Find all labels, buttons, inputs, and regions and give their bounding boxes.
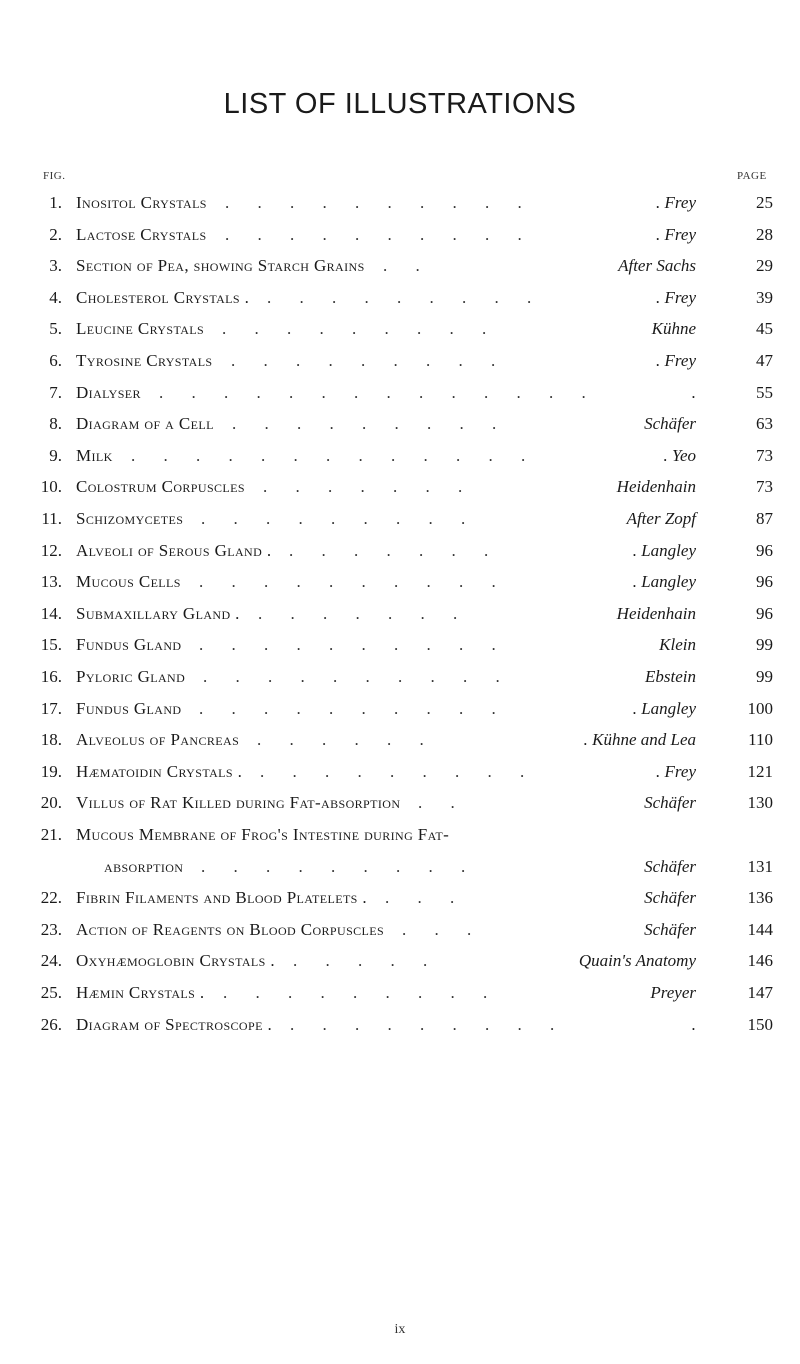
figure-source: . Frey — [656, 193, 696, 212]
dot-leader: . . . . . . . . . — [201, 509, 478, 528]
figure-number: 19. — [40, 761, 62, 781]
figure-number: 22. — [40, 888, 62, 908]
figure-source: Preyer — [650, 983, 696, 1002]
list-item — [0, 409, 800, 439]
page-number: 130 — [747, 793, 773, 813]
figure-source: . Langley — [632, 540, 696, 560]
page-number: 29 — [756, 256, 773, 276]
page-number: 136 — [747, 888, 773, 908]
dot-leader: . . . . . . . . . . — [203, 667, 512, 686]
page-number: 121 — [747, 761, 773, 781]
list-item — [0, 504, 800, 534]
dot-leader: . . . . . . . . . — [260, 761, 537, 781]
list-item — [0, 725, 800, 755]
figure-number: 10. — [40, 477, 62, 497]
page-number: 73 — [756, 445, 773, 465]
figure-number: 14. — [40, 603, 62, 623]
figure-title: Villus of Rat Killed during Fat-absorption — [76, 793, 401, 813]
figure-number: 25. — [40, 983, 62, 1002]
figure-source: . Kühne and Lea — [583, 730, 696, 750]
list-item — [0, 694, 800, 724]
page-number: 146 — [747, 951, 773, 971]
list-item — [0, 378, 800, 408]
dot-leader: . . — [418, 793, 467, 813]
figure-number: 17. — [40, 698, 62, 718]
dot-leader: . . . . . . . . . — [232, 414, 509, 434]
figure-title: Dialyser — [76, 382, 141, 402]
figure-title: Alveoli of Serous Gland . — [76, 540, 272, 560]
figure-title: Mucous Cells — [76, 572, 181, 592]
dot-leader: . . . . . . . . . . . . . . — [159, 382, 598, 402]
list-item — [0, 630, 800, 660]
dot-leader: . . . . . . . . . . . . . — [131, 445, 538, 465]
page-number: 87 — [756, 509, 773, 528]
figure-number: 8. — [49, 414, 62, 434]
figure-title: Diagram of a Cell — [76, 414, 214, 434]
figure-title: Leucine Crystals — [76, 319, 205, 339]
dot-leader: . . . . . . . . . — [267, 287, 544, 307]
figure-source: . — [691, 1014, 696, 1034]
figure-title: Oxyhæmoglobin Crystals . — [76, 951, 276, 971]
figure-number: 18. — [40, 730, 62, 750]
list-item — [0, 472, 800, 502]
page-number: 47 — [756, 351, 773, 370]
list-item — [0, 188, 800, 218]
figure-title: Tyrosine Crystals — [76, 351, 213, 370]
figure-number: 26. — [40, 1014, 62, 1034]
page-number: 99 — [756, 635, 773, 655]
page-column-heading: PAGE — [737, 170, 767, 182]
figure-title: Colostrum Corpuscles — [76, 477, 245, 497]
page-number: 28 — [756, 224, 773, 244]
page-number: 63 — [756, 414, 773, 434]
figure-number: 20. — [40, 793, 62, 813]
figure-source: Schäfer — [644, 888, 696, 908]
dot-leader: . . . . . . . — [263, 477, 475, 497]
figure-title: Diagram of Spectroscope . — [76, 1014, 273, 1034]
dot-leader: . . . . . . . . . . — [199, 635, 508, 655]
list-item — [0, 220, 800, 250]
figure-number: 1. — [49, 193, 62, 212]
figure-source: . Langley — [632, 698, 696, 718]
dot-leader: . . . . . . . . . . — [199, 698, 508, 718]
figure-source: Ebstein — [645, 667, 696, 686]
dot-leader: . . . — [385, 888, 467, 908]
list-item — [0, 314, 800, 344]
figure-title: absorption — [104, 856, 184, 876]
figure-number: 11. — [41, 509, 62, 528]
figure-source: . — [691, 382, 696, 402]
figure-source: . Frey — [656, 287, 696, 307]
figure-number: 6. — [49, 351, 62, 370]
dot-leader: . . . . . . . . . — [201, 856, 478, 876]
list-item — [0, 820, 800, 850]
figure-number: 7. — [49, 382, 62, 402]
figure-title: Cholesterol Crystals . — [76, 287, 250, 307]
figure-title: Submaxillary Gland . — [76, 603, 240, 623]
list-item — [0, 662, 800, 692]
figure-title: Action of Reagents on Blood Corpuscles — [76, 919, 385, 939]
figure-number: 24. — [40, 951, 62, 971]
dot-leader: . . . . . . . . . . — [225, 224, 534, 244]
page-folio: ix — [394, 1322, 406, 1337]
page-title: LIST OF ILLUSTRATIONS — [223, 88, 577, 120]
page-number: 99 — [756, 667, 773, 686]
figure-number: 2. — [49, 224, 62, 244]
figure-source: Heidenhain — [616, 477, 696, 497]
figure-source: After Sachs — [618, 256, 696, 276]
page-number: 73 — [756, 477, 773, 497]
figure-title: Fundus Gland — [76, 635, 182, 655]
page-number: 144 — [747, 919, 773, 939]
page-number: 100 — [747, 698, 773, 718]
dot-leader: . . . . . . — [257, 730, 436, 750]
dot-leader: . . . . . . . . . . — [199, 572, 508, 592]
dot-leader: . . . . . . . . . — [223, 983, 500, 1002]
list-item — [0, 978, 800, 1008]
figure-number: 15. — [40, 635, 62, 655]
list-item — [0, 251, 800, 281]
figure-number: 4. — [49, 287, 62, 307]
dot-leader: . . — [383, 256, 432, 276]
figure-source: . Frey — [656, 224, 696, 244]
page-number: 39 — [756, 287, 773, 307]
figure-source: Quain's Anatomy — [578, 951, 696, 971]
dot-leader: . . . . . . . — [258, 603, 470, 623]
figure-title: Mucous Membrane of Frog's Intestine during Fat- — [76, 825, 450, 844]
figure-title: Fibrin Filaments and Blood Platelets . — [76, 888, 368, 908]
figure-source: . Frey — [656, 761, 696, 781]
list-item — [0, 1010, 800, 1040]
figure-title: Pyloric Gland — [76, 667, 186, 686]
list-item — [0, 946, 800, 976]
figure-source: Heidenhain — [616, 603, 696, 623]
dot-leader: . . . . . . . . . — [222, 319, 499, 339]
list-item — [0, 536, 800, 566]
page-number: 150 — [747, 1014, 773, 1034]
list-item — [0, 788, 800, 818]
page-number: 147 — [747, 983, 773, 1002]
page-number: 45 — [756, 319, 773, 339]
figure-number: 12. — [40, 540, 62, 560]
list-item — [0, 883, 800, 913]
figure-title: Milk — [76, 445, 113, 465]
page-number: 131 — [747, 856, 773, 876]
figure-source: Kühne — [651, 319, 696, 339]
figure-title: Inositol Crystals — [76, 193, 207, 212]
figure-title: Fundus Gland — [76, 698, 182, 718]
dot-leader: . . . . . . . — [289, 540, 501, 560]
dot-leader: . . . — [402, 919, 484, 939]
figure-source: Schäfer — [644, 919, 696, 939]
list-item — [0, 852, 800, 882]
dot-leader: . . . . . . . . . — [290, 1014, 567, 1034]
page-number: 96 — [756, 540, 773, 560]
figure-title: Section of Pea, showing Starch Grains — [76, 256, 365, 276]
figure-source: Schäfer — [644, 793, 696, 813]
figure-number: 23. — [40, 919, 62, 939]
figure-title: Lactose Crystals — [76, 224, 207, 244]
figure-title: Alveolus of Pancreas — [76, 730, 240, 750]
list-item — [0, 915, 800, 945]
dot-leader: . . . . . — [293, 951, 440, 971]
figure-title: Hæmin Crystals . — [76, 983, 205, 1002]
figure-number: 3. — [49, 256, 62, 276]
page-number: 25 — [756, 193, 773, 212]
figure-source: After Zopf — [626, 509, 696, 528]
list-item — [0, 441, 800, 471]
page-number: 96 — [756, 572, 773, 592]
figure-source: . Langley — [632, 572, 696, 592]
dot-leader: . . . . . . . . . . — [225, 193, 534, 212]
page-number: 110 — [748, 730, 773, 750]
fig-column-heading: FIG. — [43, 170, 66, 182]
figure-number: 21. — [40, 825, 62, 844]
figure-number: 16. — [40, 667, 62, 686]
figure-source: . Yeo — [663, 445, 696, 465]
list-item — [0, 283, 800, 313]
page-number: 96 — [756, 603, 773, 623]
dot-leader: . . . . . . . . . — [231, 351, 508, 370]
figure-title: Schizomycetes — [76, 509, 184, 528]
list-item — [0, 567, 800, 597]
figure-number: 9. — [49, 445, 62, 465]
list-item — [0, 599, 800, 629]
figure-source: Klein — [659, 635, 696, 655]
list-item — [0, 346, 800, 376]
figure-source: Schäfer — [644, 856, 696, 876]
list-item — [0, 757, 800, 787]
figure-source: Schäfer — [644, 414, 696, 434]
page-number: 55 — [756, 382, 773, 402]
figure-number: 13. — [40, 572, 62, 592]
figure-source: . Frey — [656, 351, 696, 370]
figure-title: Hæmatoidin Crystals . — [76, 761, 243, 781]
figure-number: 5. — [49, 319, 62, 339]
